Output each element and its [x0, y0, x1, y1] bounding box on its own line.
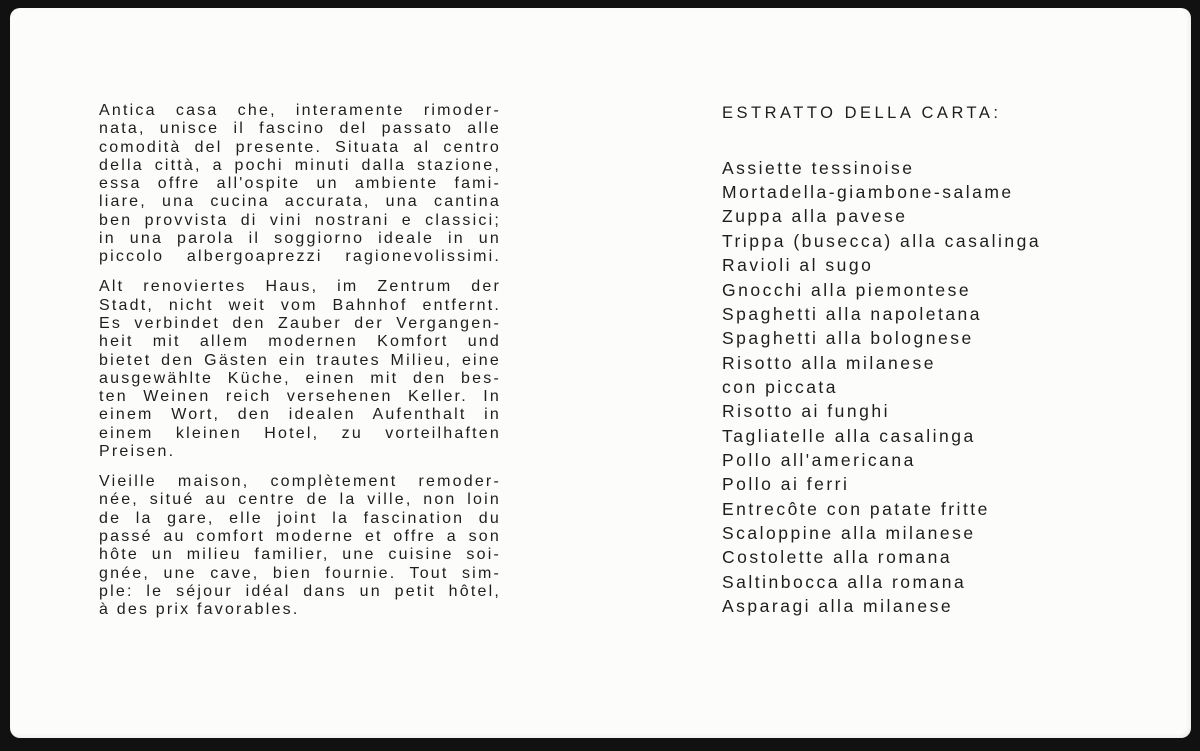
description-paragraph — [99, 473, 501, 619]
text-line: ben provvista di vini nostrani e classici; — [99, 211, 501, 229]
text-line: einem kleinen Hotel, zu vorteilhaften — [99, 424, 501, 442]
text-line: ple: le séjour idéal dans un petit hôtel, — [99, 582, 501, 600]
text-line: heit mit allem modernen Komfort und — [99, 333, 501, 351]
menu-item: Risotto alla milanese — [722, 352, 936, 373]
menu-item: Risotto ai funghi — [722, 401, 890, 422]
menu-item: Saltinbocca alla romana — [722, 571, 967, 592]
description-column — [99, 102, 501, 631]
menu-item: Spaghetti alla napoletana — [722, 303, 983, 324]
menu-item: Mortadella-giambone-salame — [722, 182, 1014, 203]
menu-item: Trippa (busecca) alla casalinga — [722, 230, 1042, 251]
text-line: piccolo albergoaprezzi ragionevolissimi. — [99, 248, 501, 266]
text-line: nata, unisce il fascino del passato alle — [99, 120, 501, 138]
menu-item: Asparagi alla milanese — [722, 595, 954, 616]
text-line: de la gare, elle joint la fascination du — [99, 509, 501, 527]
menu-item: Entrecôte con patate fritte — [722, 498, 990, 519]
menu-item: Zuppa alla pavese — [722, 206, 908, 227]
text-line: Preisen. — [99, 443, 176, 461]
text-line: Alt renoviertes Haus, im Zentrum der — [99, 278, 501, 296]
text-line: gnée, une cave, bien fournie. Tout sim- — [99, 564, 501, 582]
text-line: à des prix favorables. — [99, 601, 300, 619]
menu-item: Pollo ai ferri — [722, 474, 850, 495]
text-line: ausgewählte Küche, einen mit den bes- — [99, 369, 501, 387]
menu-item: Spaghetti alla bolognese — [722, 328, 974, 349]
text-line: passé au comfort moderne et offre a son — [99, 527, 501, 545]
menu-heading: ESTRATTO DELLA CARTA: — [722, 104, 1002, 122]
menu-list — [722, 156, 1182, 619]
description-paragraph — [99, 102, 501, 267]
text-line: essa offre all'ospite un ambiente fami- — [99, 175, 501, 193]
text-line: née, situé au centre de la ville, non loin — [99, 491, 501, 509]
menu-item: Scaloppine alla milanese — [722, 522, 976, 543]
menu-item: Costolette alla romana — [722, 547, 953, 568]
text-line: Stadt, nicht weit vom Bahnhof entfernt. — [99, 296, 501, 314]
text-line: Es verbindet den Zauber der Vergangen- — [99, 314, 501, 332]
text-line: bietet den Gästen ein trautes Milieu, eine — [99, 351, 501, 369]
menu-item: Tagliatelle alla casalinga — [722, 425, 976, 446]
text-line: in una parola il soggiorno ideale in un — [99, 230, 501, 248]
text-line: Antica casa che, interamente rimoder- — [99, 102, 501, 119]
text-line: liare, una cucina accurata, una cantina — [99, 193, 501, 211]
menu-item: Gnocchi alla piemontese — [722, 279, 972, 300]
text-line: hôte un milieu familier, une cuisine soi- — [99, 546, 501, 564]
text-line: della città, a pochi minuti dalla stazione, — [99, 156, 501, 174]
text-line: ten Weinen reich versehenen Keller. In — [99, 388, 501, 406]
menu-column — [722, 103, 1182, 618]
text-line: comodità del presente. Situata al centro — [99, 138, 501, 156]
description-paragraph — [99, 278, 501, 461]
menu-item: con piccata — [722, 376, 839, 397]
menu-card — [10, 8, 1191, 738]
text-line: Vieille maison, complètement remoder- — [99, 473, 501, 491]
menu-item: Ravioli al sugo — [722, 255, 874, 276]
menu-item: Assiette tessinoise — [722, 157, 915, 178]
text-line: einem Wort, den idealen Aufenthalt in — [99, 406, 501, 424]
menu-item: Pollo all'americana — [722, 449, 916, 470]
